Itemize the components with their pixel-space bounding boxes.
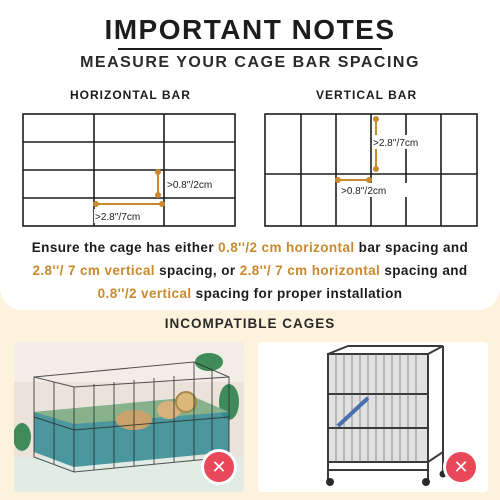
instruction-text: spacing, or bbox=[154, 263, 240, 278]
instruction-text: Ensure the cage has either bbox=[31, 240, 219, 255]
instruction-text: spacing for proper installation bbox=[191, 286, 403, 301]
marker-dot bbox=[156, 193, 160, 197]
horizontal-bar-grid bbox=[22, 108, 237, 228]
multi-level-cage-photo bbox=[258, 342, 488, 492]
instruction-highlight: 0.8''/2 vertical bbox=[97, 286, 192, 301]
instruction-highlight: 2.8''/ 7 cm vertical bbox=[32, 263, 155, 278]
instruction-text: bar spacing and bbox=[354, 240, 469, 255]
incompatible-x-icon: ✕ bbox=[446, 452, 476, 482]
horizontal-gap-label: >2.8''/7cm bbox=[95, 212, 141, 223]
marker-dot bbox=[374, 167, 378, 171]
page-subtitle: MEASURE YOUR CAGE BAR SPACING bbox=[80, 54, 420, 71]
marker-dot bbox=[94, 202, 98, 206]
vertical-gap-label: >0.8''/2cm bbox=[167, 180, 213, 191]
instruction-text: spacing and bbox=[380, 263, 468, 278]
marker-dot bbox=[374, 117, 378, 121]
horizontal-gap-label: >0.8''/2cm bbox=[341, 186, 387, 197]
incompatible-cages-title: INCOMPATIBLE CAGES bbox=[164, 316, 336, 331]
title-underline bbox=[118, 48, 382, 50]
marker-dot bbox=[367, 178, 371, 182]
page-title: IMPORTANT NOTES bbox=[104, 14, 396, 45]
vertical-bar-label: VERTICAL BAR bbox=[316, 88, 418, 102]
vertical-gap-label: >2.8''/7cm bbox=[373, 138, 419, 149]
incompatible-x-icon: ✕ bbox=[204, 452, 234, 482]
playpen-cage-photo bbox=[14, 342, 244, 492]
marker-dot bbox=[336, 178, 340, 182]
instruction-highlight: 0.8''/2 cm horizontal bbox=[218, 240, 355, 255]
marker-dot bbox=[156, 170, 160, 174]
marker-dot bbox=[160, 202, 164, 206]
instruction-highlight: 2.8''/ 7 cm horizontal bbox=[239, 263, 381, 278]
spacing-instructions bbox=[18, 236, 482, 305]
horizontal-bar-label: HORIZONTAL BAR bbox=[70, 88, 191, 102]
vertical-bar-grid bbox=[264, 108, 479, 228]
